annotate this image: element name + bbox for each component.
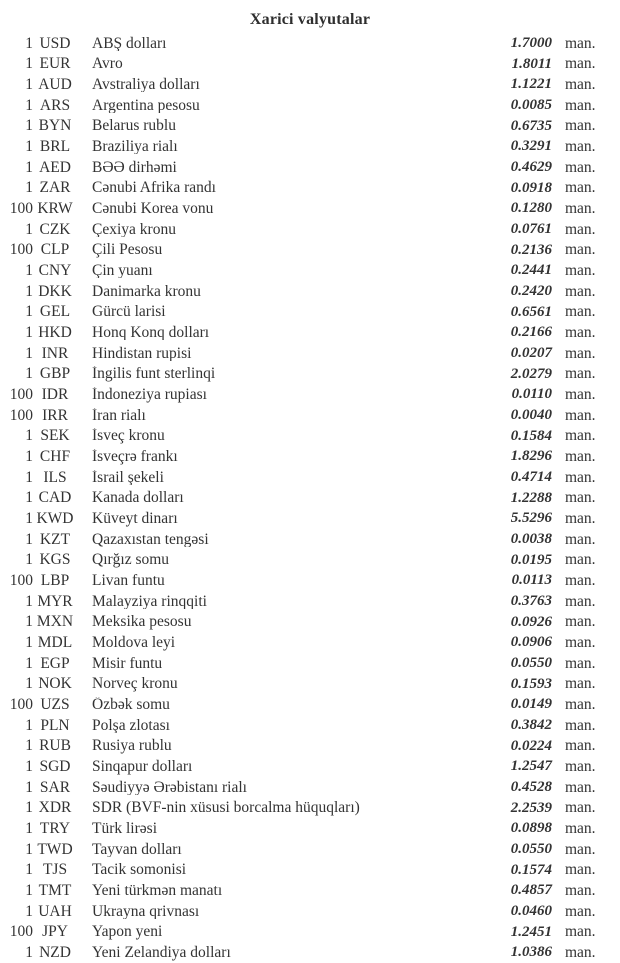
table-row xyxy=(0,736,620,757)
currency-name: Səudiyyə Ərəbistanı rialı xyxy=(92,779,247,796)
table-row xyxy=(0,405,620,426)
quantity-value: 1 xyxy=(25,799,33,817)
unit-label: man. xyxy=(565,654,596,672)
table-row xyxy=(0,322,620,343)
unit-label: man. xyxy=(565,386,596,403)
rate-value: 2.0279 xyxy=(510,365,552,382)
currency-code: LBP xyxy=(40,572,70,590)
rate-value: 0.0761 xyxy=(510,220,552,237)
currency-code: KZT xyxy=(39,530,71,548)
quantity-value: 1 xyxy=(25,758,33,776)
currency-code: XDR xyxy=(38,799,72,817)
unit-label: man. xyxy=(565,158,596,176)
currency-code: AUD xyxy=(38,75,72,93)
currency-name: Misir funtu xyxy=(92,655,163,672)
unit-label: man. xyxy=(565,303,596,321)
currency-name: Moldova leyi xyxy=(92,635,176,651)
quantity-value: 1 xyxy=(25,323,33,341)
quantity-value: 1 xyxy=(25,344,33,362)
quantity-value: 1 xyxy=(25,55,33,73)
currency-rates-table xyxy=(0,33,620,963)
unit-label: man. xyxy=(565,592,596,610)
currency-code: AED xyxy=(39,158,71,176)
rate-value: 1.0386 xyxy=(510,944,552,961)
table-row xyxy=(0,715,620,736)
currency-name: Yeni türkmən manatı xyxy=(92,883,223,899)
currency-code: USD xyxy=(39,34,71,52)
rate-value: 0.0085 xyxy=(510,96,552,113)
rate-value: 1.8296 xyxy=(510,448,552,465)
currency-name: Çili Pesosu xyxy=(92,242,163,258)
currency-code: CHF xyxy=(39,448,71,466)
rate-value: 0.0110 xyxy=(511,386,552,403)
table-row xyxy=(0,550,620,571)
currency-code: KWD xyxy=(36,510,74,528)
quantity-value: 1 xyxy=(25,489,33,507)
unit-label: man. xyxy=(565,261,596,279)
table-row xyxy=(0,260,620,281)
rate-value: 5.5296 xyxy=(510,510,552,527)
unit-label: man. xyxy=(565,716,596,734)
rate-value: 0.0898 xyxy=(510,820,552,837)
currency-code: MYR xyxy=(37,592,73,610)
quantity-value: 100 xyxy=(9,923,33,941)
table-row xyxy=(0,95,620,116)
rate-value: 0.0550 xyxy=(510,841,552,858)
rate-value: 0.0460 xyxy=(510,903,552,920)
quantity-value: 1 xyxy=(25,737,33,755)
quantity-value: 1 xyxy=(25,427,33,445)
currency-code: IDR xyxy=(41,386,69,403)
table-row xyxy=(0,281,620,302)
rate-value: 0.1280 xyxy=(510,200,552,217)
unit-label: man. xyxy=(565,758,596,776)
currency-code: ARS xyxy=(39,96,71,114)
unit-label: man. xyxy=(565,406,596,424)
currency-code: RUB xyxy=(39,737,71,755)
currency-code: INR xyxy=(41,344,69,362)
quantity-value: 1 xyxy=(25,861,33,879)
quantity-value: 100 xyxy=(9,572,33,590)
currency-name: Gürcü larisi xyxy=(92,304,166,320)
currency-code: ILS xyxy=(43,468,67,486)
currency-code: PLN xyxy=(40,716,70,734)
currency-name: Livan funtu xyxy=(92,573,165,589)
rate-value: 0.0207 xyxy=(510,344,552,361)
currency-code: IRR xyxy=(42,406,68,424)
quantity-value: 1 xyxy=(25,96,33,114)
currency-name: Ukrayna qrivnası xyxy=(92,903,200,920)
table-row xyxy=(0,612,620,633)
currency-code: KRW xyxy=(37,199,73,217)
table-row xyxy=(0,529,620,550)
currency-name: Türk lirəsi xyxy=(92,821,157,837)
currency-name: Norveç kronu xyxy=(92,676,178,692)
table-row xyxy=(0,901,620,922)
quantity-value: 1 xyxy=(25,34,33,52)
quantity-value: 1 xyxy=(25,944,33,962)
currency-name: İsveçrə frankı xyxy=(92,449,178,465)
quantity-value: 1 xyxy=(25,468,33,486)
table-row xyxy=(0,632,620,653)
quantity-value: 1 xyxy=(25,75,33,93)
table-row xyxy=(0,860,620,881)
table-row xyxy=(0,922,620,943)
currency-code: GEL xyxy=(39,303,71,321)
currency-name: Tayvan dolları xyxy=(92,841,182,858)
quantity-value: 1 xyxy=(25,137,33,155)
currency-code: MDL xyxy=(37,634,73,652)
quantity-value: 1 xyxy=(25,551,33,569)
currency-code: CNY xyxy=(38,261,72,279)
unit-label: man. xyxy=(565,613,596,631)
table-row xyxy=(0,757,620,778)
quantity-value: 1 xyxy=(25,840,33,858)
table-row xyxy=(0,240,620,261)
rate-value: 0.3842 xyxy=(510,717,552,733)
rate-value: 2.2539 xyxy=(510,799,552,816)
currency-name: BƏƏ dirhəmi xyxy=(92,159,177,176)
unit-label: man. xyxy=(565,282,596,300)
quantity-value: 1 xyxy=(25,261,33,279)
rate-value: 0.2136 xyxy=(510,241,552,258)
quantity-value: 1 xyxy=(25,675,33,693)
table-row xyxy=(0,343,620,364)
table-row xyxy=(0,570,620,591)
currency-name: Tacik somonisi xyxy=(92,862,187,878)
table-row xyxy=(0,426,620,447)
page-title: Xarici valyutalar xyxy=(249,11,371,28)
currency-name: Honq Konq dolları xyxy=(92,324,210,341)
currency-name: Çexiya kronu xyxy=(92,221,176,238)
unit-label: man. xyxy=(565,675,596,693)
rate-value: 0.6561 xyxy=(510,303,552,320)
rate-value: 0.0113 xyxy=(511,572,552,589)
rate-value: 0.0040 xyxy=(510,406,552,423)
quantity-value: 1 xyxy=(25,634,33,652)
currency-code: NOK xyxy=(38,675,72,693)
table-row xyxy=(0,54,620,75)
currency-code: UZS xyxy=(40,696,70,714)
quantity-value: 1 xyxy=(25,158,33,176)
rate-value: 0.0550 xyxy=(510,654,552,671)
currency-code: MXN xyxy=(36,613,74,631)
rate-value: 0.3291 xyxy=(510,138,552,155)
rate-value: 0.0195 xyxy=(510,551,552,568)
rate-value: 1.2547 xyxy=(510,758,552,775)
currency-name: Kanada dolları xyxy=(92,490,184,506)
currency-name: Avro xyxy=(92,56,123,72)
currency-code: SEK xyxy=(40,427,70,445)
currency-name: Qırğız somu xyxy=(92,552,170,568)
quantity-value: 1 xyxy=(25,303,33,321)
currency-name: SDR (BVF-nin xüsusi borcalma hüquqları) xyxy=(92,800,360,816)
currency-name: İran rialı xyxy=(92,407,146,424)
unit-label: man. xyxy=(565,820,596,838)
currency-name: Braziliya rialı xyxy=(92,138,178,155)
quantity-value: 1 xyxy=(25,510,33,528)
table-row xyxy=(0,943,620,963)
currency-name: Yapon yeni xyxy=(92,924,163,940)
rate-value: 1.2451 xyxy=(510,923,552,940)
unit-label: man. xyxy=(565,448,596,466)
unit-label: man. xyxy=(565,696,596,714)
table-row xyxy=(0,798,620,819)
rate-value: 0.0926 xyxy=(510,613,552,630)
unit-label: man. xyxy=(565,861,596,879)
table-row xyxy=(0,467,620,488)
quantity-value: 100 xyxy=(9,406,33,424)
table-row xyxy=(0,384,620,405)
rate-value: 0.1574 xyxy=(510,861,552,878)
table-row xyxy=(0,157,620,178)
rate-value: 0.4629 xyxy=(510,158,552,175)
quantity-value: 1 xyxy=(25,716,33,734)
currency-name: Qazaxıstan tengəsi xyxy=(92,531,209,548)
unit-label: man. xyxy=(565,572,596,590)
quantity-value: 1 xyxy=(25,654,33,672)
unit-label: man. xyxy=(565,137,596,155)
currency-code: ZAR xyxy=(39,179,71,197)
quantity-value: 1 xyxy=(25,220,33,238)
currency-name: Çin yuanı xyxy=(92,262,153,279)
table-row xyxy=(0,302,620,323)
currency-name: Yeni Zelandiya dolları xyxy=(92,945,231,961)
rate-value: 0.2441 xyxy=(510,262,552,279)
unit-label: man. xyxy=(565,179,596,197)
rate-value: 0.0224 xyxy=(510,737,552,754)
quantity-value: 1 xyxy=(25,613,33,631)
rate-value: 0.4528 xyxy=(510,779,552,796)
currency-name: ABŞ dolları xyxy=(92,35,167,52)
quantity-value: 1 xyxy=(25,882,33,900)
currency-name: Danimarka kronu xyxy=(92,283,201,300)
currency-name: Polşa zlotası xyxy=(92,717,170,734)
rate-value: 0.2166 xyxy=(510,324,552,341)
quantity-value: 1 xyxy=(25,530,33,548)
quantity-value: 1 xyxy=(25,117,33,135)
rate-value: 1.1221 xyxy=(510,76,552,93)
currency-name: Hindistan rupisi xyxy=(92,345,192,362)
table-row xyxy=(0,74,620,95)
table-row xyxy=(0,116,620,137)
unit-label: man. xyxy=(565,427,596,445)
currency-name: Avstraliya dolları xyxy=(92,76,200,93)
rate-value: 0.1584 xyxy=(510,427,552,444)
currency-name: Özbək somu xyxy=(92,697,170,713)
quantity-value: 1 xyxy=(25,282,33,300)
rate-value: 1.2288 xyxy=(510,489,552,506)
unit-label: man. xyxy=(565,778,596,796)
table-row xyxy=(0,488,620,509)
quantity-value: 1 xyxy=(25,365,33,383)
table-row xyxy=(0,819,620,840)
quantity-value: 100 xyxy=(9,199,33,217)
table-row xyxy=(0,136,620,157)
unit-label: man. xyxy=(565,923,596,941)
currency-code: NZD xyxy=(39,944,71,962)
table-row xyxy=(0,178,620,199)
currency-name: Malayziya rinqqiti xyxy=(92,593,207,610)
currency-code: BYN xyxy=(38,117,72,135)
rate-value: 0.0906 xyxy=(510,634,552,651)
currency-code: TWD xyxy=(37,840,73,858)
currency-name: Rusiya rublu xyxy=(92,738,172,754)
table-row xyxy=(0,364,620,385)
currency-name: İsveç kronu xyxy=(92,428,165,444)
unit-label: man. xyxy=(565,737,596,755)
rate-value: 0.0149 xyxy=(510,696,552,713)
unit-label: man. xyxy=(565,323,596,341)
currency-code: EUR xyxy=(39,55,71,73)
currency-code: GBP xyxy=(39,365,71,383)
unit-label: man. xyxy=(565,551,596,569)
quantity-value: 100 xyxy=(9,696,33,714)
table-row xyxy=(0,777,620,798)
unit-label: man. xyxy=(565,840,596,858)
currency-name: İsrail şekeli xyxy=(92,469,164,486)
unit-label: man. xyxy=(565,220,596,238)
table-row xyxy=(0,674,620,695)
unit-label: man. xyxy=(565,468,596,486)
rate-value: 0.2420 xyxy=(510,282,552,299)
table-row xyxy=(0,653,620,674)
rate-value: 0.4857 xyxy=(510,882,552,899)
rate-value: 0.3763 xyxy=(510,592,552,609)
currency-code: HKD xyxy=(38,323,72,341)
table-row xyxy=(0,446,620,467)
table-row xyxy=(0,33,620,54)
rate-value: 0.6735 xyxy=(510,117,552,134)
unit-label: man. xyxy=(565,75,596,93)
currency-name: Küveyt dinarı xyxy=(92,511,178,527)
unit-label: man. xyxy=(565,55,596,73)
unit-label: man. xyxy=(565,530,596,548)
unit-label: man. xyxy=(565,241,596,259)
currency-name: Belarus rublu xyxy=(92,118,176,134)
rate-value: 0.4714 xyxy=(510,468,552,485)
currency-name: Sinqapur dolları xyxy=(92,759,193,775)
quantity-value: 1 xyxy=(25,820,33,838)
unit-label: man. xyxy=(565,799,596,817)
currency-name: İndoneziya rupiası xyxy=(92,387,207,403)
unit-label: man. xyxy=(565,489,596,507)
quantity-value: 100 xyxy=(9,386,33,403)
currency-name: Argentina pesosu xyxy=(92,97,200,114)
unit-label: man. xyxy=(565,902,596,920)
table-row xyxy=(0,881,620,902)
currency-name: Cənubi Korea vonu xyxy=(92,200,214,217)
currency-code: TRY xyxy=(39,820,71,838)
unit-label: man. xyxy=(565,34,596,52)
currency-code: BRL xyxy=(39,137,71,155)
currency-code: TMT xyxy=(38,882,72,900)
unit-label: man. xyxy=(565,365,596,383)
currency-code: JPY xyxy=(42,923,68,941)
currency-name: İngilis funt sterlinqi xyxy=(92,366,216,382)
unit-label: man. xyxy=(565,199,596,217)
quantity-value: 100 xyxy=(9,241,33,259)
table-row xyxy=(0,695,620,716)
unit-label: man. xyxy=(565,344,596,362)
table-row xyxy=(0,591,620,612)
table-row xyxy=(0,198,620,219)
unit-label: man. xyxy=(565,117,596,135)
unit-label: man. xyxy=(565,882,596,900)
unit-label: man. xyxy=(565,96,596,114)
quantity-value: 1 xyxy=(25,778,33,796)
quantity-value: 1 xyxy=(25,179,33,197)
table-row xyxy=(0,839,620,860)
currency-code: CZK xyxy=(39,220,71,238)
unit-label: man. xyxy=(565,510,596,528)
rate-value: 0.1593 xyxy=(510,675,552,692)
rate-value: 0.0918 xyxy=(510,179,552,196)
table-row xyxy=(0,508,620,529)
table-row xyxy=(0,219,620,240)
quantity-value: 1 xyxy=(25,448,33,466)
currency-code: CLP xyxy=(40,241,70,259)
quantity-value: 1 xyxy=(25,592,33,610)
unit-label: man. xyxy=(565,944,596,962)
currency-code: TJS xyxy=(42,861,68,879)
currency-code: DKK xyxy=(38,282,72,300)
rate-value: 1.7000 xyxy=(510,34,552,51)
currency-code: SAR xyxy=(39,778,71,796)
quantity-value: 1 xyxy=(25,902,33,920)
currency-code: KGS xyxy=(39,551,71,569)
currency-name: Meksika pesosu xyxy=(92,614,192,630)
rate-value: 1.8011 xyxy=(511,55,552,72)
unit-label: man. xyxy=(565,634,596,652)
currency-code: CAD xyxy=(38,489,72,507)
currency-name: Cənubi Afrika randı xyxy=(92,180,216,196)
currency-code: UAH xyxy=(38,902,72,920)
currency-code: EGP xyxy=(40,654,70,672)
currency-code: SGD xyxy=(39,758,71,776)
rate-value: 0.0038 xyxy=(510,530,552,547)
